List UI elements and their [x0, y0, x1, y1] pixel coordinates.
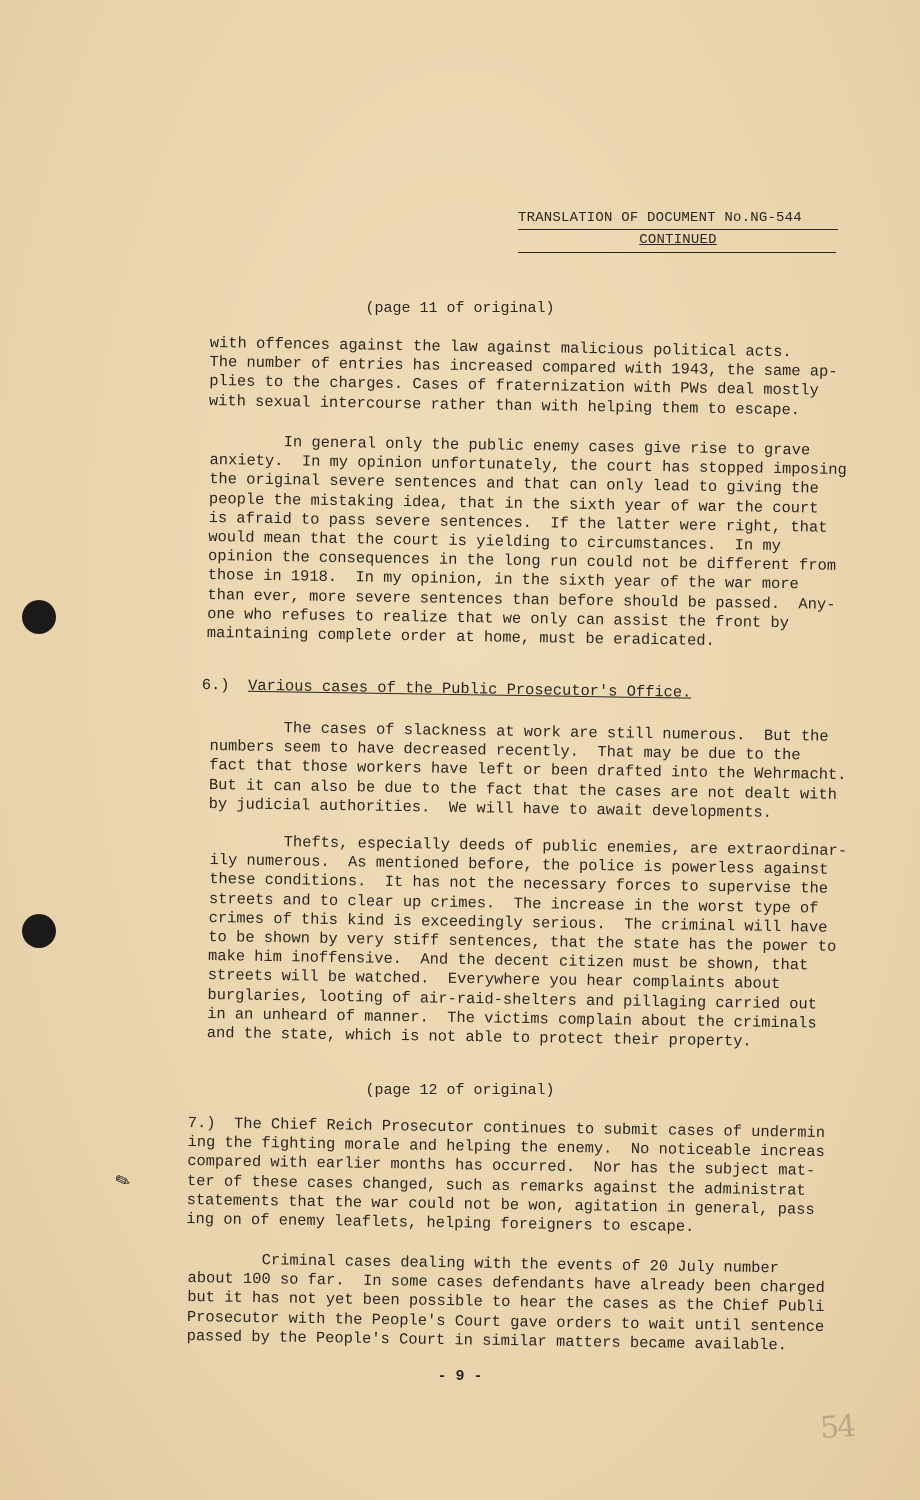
- paragraph-5: 7.) The Chief Reich Prosecutor continues to submit cases of undermin ing the fighting morale and helping the enemy. No noticeable increas compared with earlier months has occurred. Nor has the subject mat- ter of these cases changed, such as remarks against the administrat statements that the war could not be won, agitation in general, pass ing on of enemy leaflets, helping foreigners to escape.: [186, 1114, 826, 1236]
- page-reference-12: (page 12 of original): [365, 1082, 555, 1099]
- header-title: TRANSLATION OF DOCUMENT No.NG-544: [518, 208, 838, 230]
- punch-hole: [22, 600, 56, 634]
- paragraph-3: The cases of slackness at work are still numerous. But the numbers seem to have decreased recently. That may be due to the fact that those workers have left or been drafted into the Wehrmacht. But it can also be due to the fact that the cases are not dealt with by judicial authorities. We will have to await developments.: [208, 718, 847, 822]
- page-reference-11: (page 11 of original): [365, 300, 555, 317]
- section-6-title: Various cases of the Public Prosecutor's Office.: [247, 676, 692, 702]
- section-6-heading: [202, 676, 692, 702]
- document-header: [518, 208, 838, 253]
- punch-hole: [22, 914, 56, 948]
- page-stamp: 54: [818, 1408, 856, 1447]
- ink-mark: ✎: [112, 1167, 134, 1196]
- header-continued: CONTINUED: [639, 232, 717, 248]
- page-number: - 9 -: [437, 1368, 483, 1385]
- section-6-number: 6.): [201, 676, 230, 695]
- paragraph-2: In general only the public enemy cases give rise to grave anxiety. In my opinion unfortunately, the court has stopped imposing the original severe sentences and that can only lead to giving the people the mistaking idea, that in the sixth year of war the court is afraid to pass severe sentences. If the latter were right, that would mean that the court is yielding to circumstances. In my opinion the consequences in the long run could not be different from those in 1918. In my opinion, in the sixth year of the war more than ever, more severe sentences than before should be passed. Any- one who refuses to realize that we only can assist the front by maintaining complete order at home, must be eradicated.: [206, 432, 847, 650]
- paragraph-4: Thefts, especially deeds of public enemies, are extraordinar- ily numerous. As mentioned before, the police is powerless against these conditions. It has not the necessary forces to supervise the streets and to clear up crimes. The increase in the worst type of crimes of this kind is exceedingly serious. The criminal will have to be shown by very stiff sentences, that the state has the power to make him inoffensive. And the decent citizen must be shown, that streets will be watched. Everywhere you hear complaints about burglaries, looting of air-raid-shelters and pillaging carried out in an unheard of manner. The victims complain about the criminals and the state, which is not able to protect their property.: [206, 832, 848, 1051]
- paragraph-6: Criminal cases dealing with the events of 20 July number about 100 so far. In some cases defendants have already been charged but it has not yet been possible to hear the cases as the Chief Publi Prosecutor with the People's Court gave orders to wait until sentence passed by the People's Court in similar matters became available.: [186, 1250, 825, 1355]
- header-rule: [518, 252, 836, 253]
- paragraph-1: with offences against the law against malicious political acts. The number of entries has increased compared with 1943, the same ap- plies to the charges. Cases of fraternization with PWs deal mostly with sexual intercourse rather than with helping them to escape.: [208, 334, 838, 419]
